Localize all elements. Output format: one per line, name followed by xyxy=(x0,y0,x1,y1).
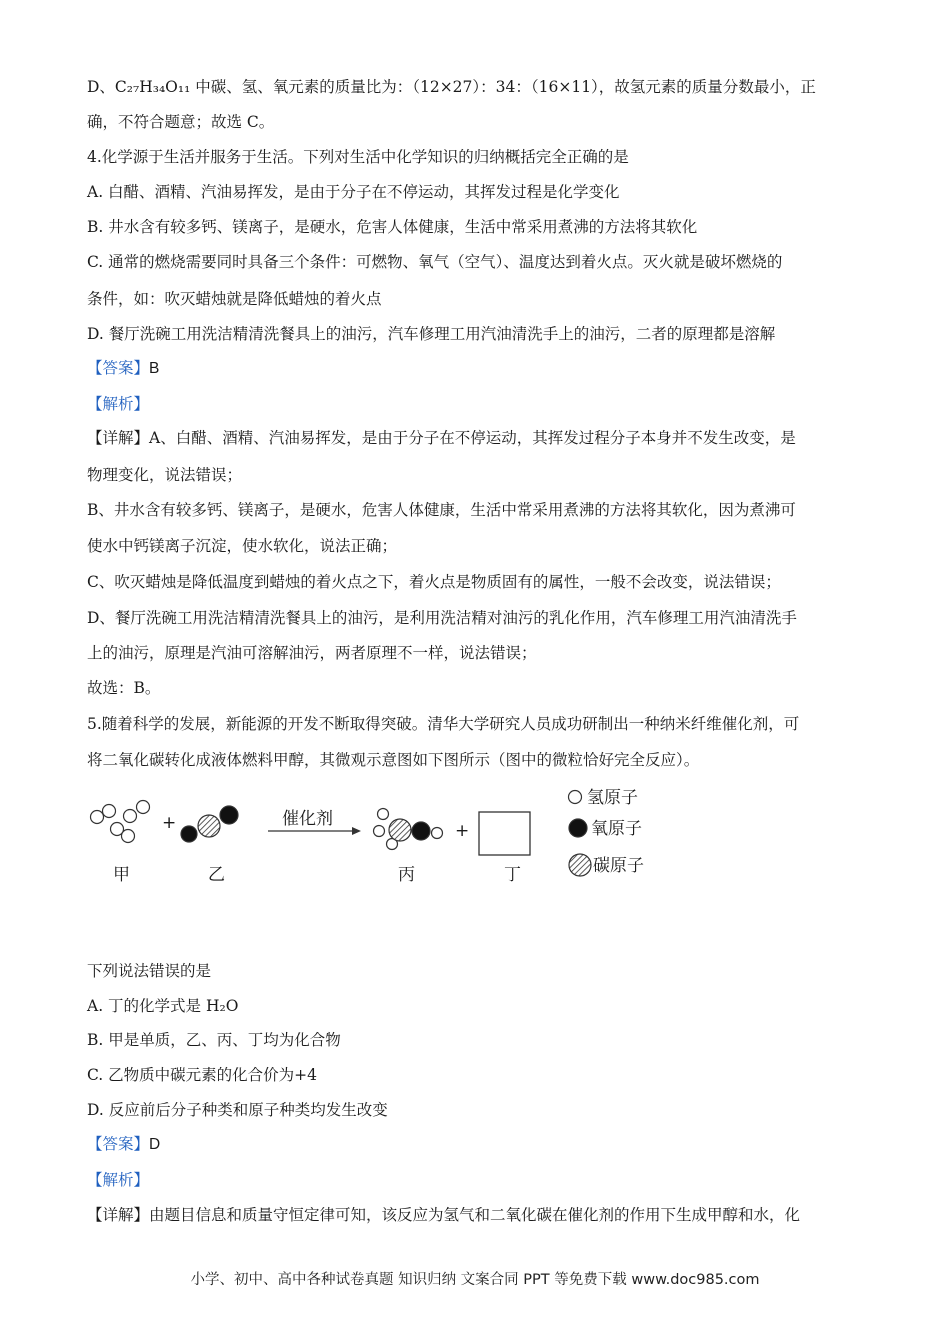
hydrogen-atom xyxy=(122,830,135,843)
question-4-option-d: D. 餐厅洗碗工用洗洁精清洗餐具上的油污，汽车修理工用汽油清洗手上的油污，二者的原理都是溶解 xyxy=(87,325,776,343)
question-5-stem: 5.随着科学的发展，新能源的开发不断取得突破。清华大学研究人员成功研制出一种纳米纤维催化剂，可 xyxy=(87,715,800,733)
text-line: B、井水含有较多钙、镁离子，是硬水，危害人体健康，生活中常采用煮沸的方法将其软化，因为煮沸可 xyxy=(87,501,796,519)
plus-sign: + xyxy=(455,821,470,841)
analysis-tag-line xyxy=(87,1169,149,1191)
text-line: D、C₂₇H₃₄O₁₁ 中碳、氢、氧元素的质量比为：（12×27）：34：（16×11），故氢元素的质量分数最小，正 xyxy=(87,78,816,96)
question-5-prompt: 下列说法错误的是 xyxy=(87,962,212,980)
text-line: 故选：B。 xyxy=(87,679,161,697)
hydrogen-atom xyxy=(103,805,116,818)
question-5-stem-cont: 将二氧化碳转化成液体燃料甲醇，其微观示意图如下图所示（图中的微粒恰好完全反应）。 xyxy=(87,751,700,769)
text-line: 确，不符合题意；故选 C。 xyxy=(87,113,275,131)
question-4-option-c-cont: 条件，如：吹灭蜡烛就是降低蜡烛的着火点 xyxy=(87,290,382,308)
question-4-option-a: A. 白醋、酒精、汽油易挥发，是由于分子在不停运动，其挥发过程是化学变化 xyxy=(87,183,620,201)
label-bing: 丙 xyxy=(398,865,415,885)
hydrogen-atom xyxy=(137,801,150,814)
text-line: C、吹灭蜡烛是降低温度到蜡烛的着火点之下，着火点是物质固有的属性，一般不会改变，说法错误； xyxy=(87,573,781,591)
answer-value: B xyxy=(149,360,160,377)
oxygen-atom xyxy=(181,826,197,842)
answer-line-q4 xyxy=(87,357,159,380)
answer-line-q5 xyxy=(87,1133,160,1156)
arrow-head-icon xyxy=(352,827,361,835)
bing-molecule xyxy=(374,809,443,850)
analysis-tag: 【解析】 xyxy=(87,1171,150,1189)
legend-hydrogen: 氢原子 xyxy=(587,788,638,808)
carbon-legend-icon xyxy=(569,854,591,876)
question-5-option-d: D. 反应前后分子种类和原子种类均发生改变 xyxy=(87,1101,388,1119)
answer-tag: 【答案】 xyxy=(87,1135,150,1153)
oxygen-atom xyxy=(412,822,430,840)
jia-molecules xyxy=(91,801,150,843)
hydrogen-atom xyxy=(374,826,385,837)
text-line: 上的油污，原理是汽油可溶解油污，两者原理不一样，说法错误； xyxy=(87,644,537,662)
reaction-diagram xyxy=(80,780,680,890)
analysis-tag-line xyxy=(87,393,149,415)
hydrogen-atom xyxy=(432,828,443,839)
plus-sign: + xyxy=(162,813,177,833)
ding-box xyxy=(479,812,530,855)
answer-value: D xyxy=(149,1136,161,1153)
page-footer: 小学、初中、高中各种试卷真题 知识归纳 文案合同 PPT 等免费下载 www.doc985.com xyxy=(190,1272,760,1288)
hydrogen-atom xyxy=(124,810,137,823)
detail-text: 由题目信息和质量守恒定律可知，该反应为氢气和二氧化碳在催化剂的作用下生成甲醇和水，化 xyxy=(149,1206,801,1224)
text-line: 使水中钙镁离子沉淀，使水软化，说法正确； xyxy=(87,537,398,555)
question-5-option-a: A. 丁的化学式是 H₂O xyxy=(87,997,239,1015)
legend xyxy=(569,788,645,876)
hydrogen-legend-icon xyxy=(569,791,582,804)
text-line: 物理变化，说法错误； xyxy=(87,466,243,484)
yi-molecule xyxy=(181,806,238,842)
question-5-option-b: B. 甲是单质，乙、丙、丁均为化合物 xyxy=(87,1031,341,1049)
question-4-stem: 4.化学源于生活并服务于生活。下列对生活中化学知识的归纳概括完全正确的是 xyxy=(87,148,629,166)
legend-carbon: 碳原子 xyxy=(593,856,644,876)
text-line: D、餐厅洗碗工用洗洁精清洗餐具上的油污，是利用洗洁精对油污的乳化作用，汽车修理工用汽油清洗手 xyxy=(87,609,797,627)
catalyst-label: 催化剂 xyxy=(282,809,333,829)
question-5-option-c: C. 乙物质中碳元素的化合价为+4 xyxy=(87,1066,318,1084)
carbon-atom xyxy=(198,815,220,837)
question-4-option-b: B. 井水含有较多钙、镁离子，是硬水，危害人体健康，生活中常采用煮沸的方法将其软化 xyxy=(87,218,698,236)
label-jia: 甲 xyxy=(113,865,130,885)
question-4-option-c: C. 通常的燃烧需要同时具备三个条件：可燃物、氧气（空气）、温度达到着火点。灭火就是破坏燃烧的 xyxy=(87,253,783,271)
answer-tag: 【答案】 xyxy=(87,359,150,377)
detail-tag: 【详解】 xyxy=(87,1206,150,1224)
detail-line-1 xyxy=(87,427,796,449)
analysis-tag: 【解析】 xyxy=(87,395,150,413)
legend-oxygen: 氧原子 xyxy=(591,819,642,839)
detail-line-q5 xyxy=(87,1204,800,1226)
label-ding: 丁 xyxy=(504,865,521,885)
detail-tag: 【详解】 xyxy=(87,429,150,447)
carbon-atom xyxy=(389,819,411,841)
oxygen-atom xyxy=(220,806,238,824)
hydrogen-atom xyxy=(91,811,104,824)
oxygen-legend-icon xyxy=(569,819,587,837)
label-yi: 乙 xyxy=(208,865,225,885)
detail-text: A、白醋、酒精、汽油易挥发，是由于分子在不停运动，其挥发过程分子本身并不发生改变，是 xyxy=(149,429,796,447)
hydrogen-atom xyxy=(378,809,389,820)
